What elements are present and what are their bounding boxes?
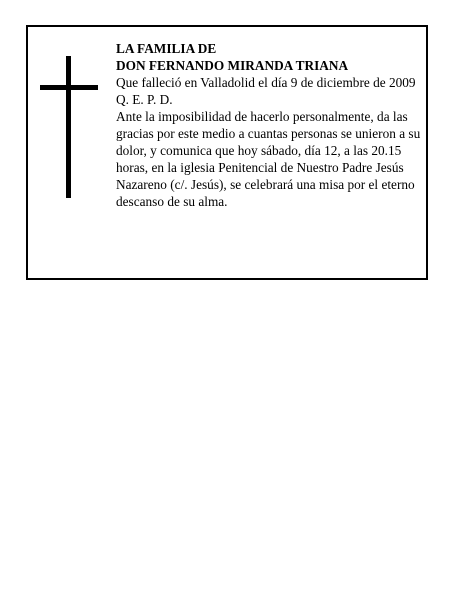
- rip-abbreviation: Q. E. P. D.: [116, 92, 173, 107]
- cross-icon: [40, 56, 98, 198]
- deceased-name: DON FERNANDO MIRANDA TRIANA: [116, 58, 349, 73]
- death-info: Que falleció en Valladolid el día 9 de diciembre de 2009: [116, 75, 416, 90]
- cross-horizontal-bar: [40, 85, 98, 90]
- notice-message: Ante la imposibilidad de hacerlo personalmente, da las gracias por este medio a cuantas personas se unieron a su dolor, y comunica que hoy sábado, día 12, a las 20.15 horas, en la iglesia Penitencial de Nuestro Padre Jesús Nazareno (c/. Jesús), se celebrará una misa por el eterno descanso de su alma.: [116, 109, 421, 209]
- family-line: LA FAMILIA DE: [116, 41, 217, 56]
- obituary-notice: [26, 25, 428, 280]
- cross-vertical-bar: [66, 56, 71, 198]
- notice-text: [116, 40, 421, 210]
